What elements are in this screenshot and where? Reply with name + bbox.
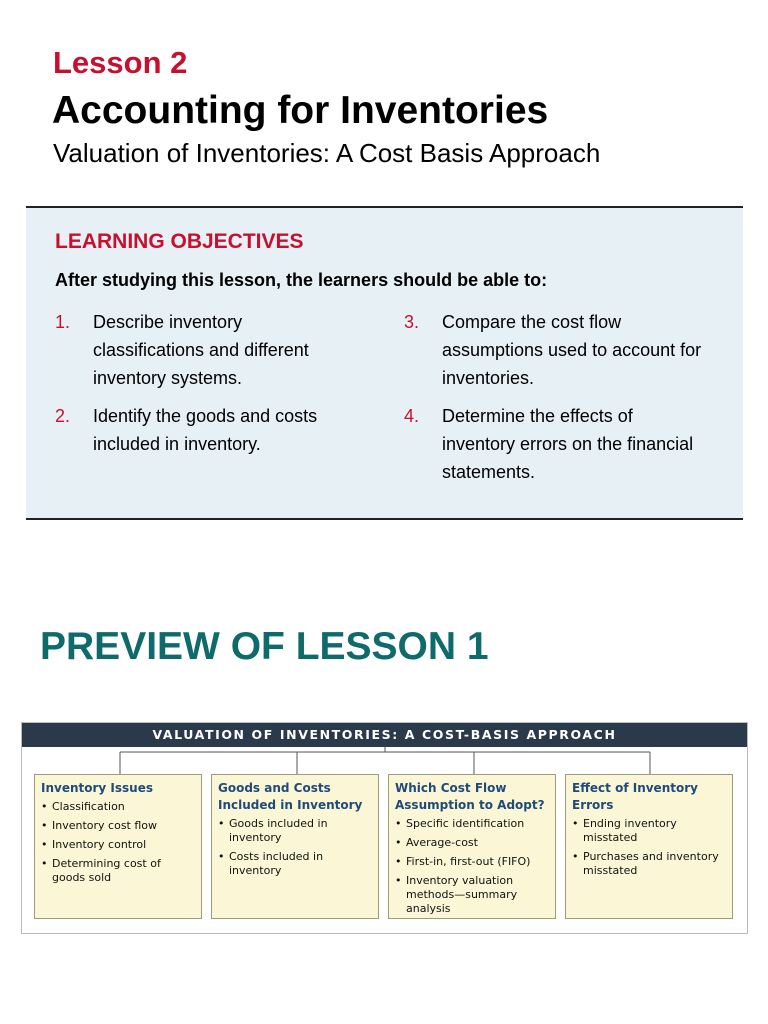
diagram-box-inventory-issues (34, 774, 202, 919)
list-item: • Classification (41, 800, 195, 814)
objective-item-2 (55, 402, 345, 458)
objective-number: 3. (404, 312, 420, 332)
diagram-box-goods-and-costs (211, 774, 379, 919)
list-item: • Average-cost (395, 836, 549, 850)
learning-objectives-panel (26, 206, 743, 520)
list-item: • Determining cost of goods sold (41, 857, 195, 885)
page-title: Accounting for Inventories (52, 89, 549, 132)
list-item: • Goods included in inventory (218, 817, 372, 845)
list-item: • Ending inventory misstated (572, 817, 726, 845)
list-item: • Inventory control (41, 838, 195, 852)
box-title: Which Cost Flow Assumption to Adopt? (395, 781, 545, 812)
page-subtitle: Valuation of Inventories: A Cost Basis Approach (53, 138, 601, 168)
lesson-number: Lesson 2 (53, 45, 188, 80)
objective-number: 2. (55, 406, 71, 426)
list-item: • Inventory cost flow (41, 819, 195, 833)
objective-text: Describe inventory classifications and different inventory systems. (93, 312, 309, 388)
objective-text: Determine the effects of inventory errors on the financial statements. (442, 406, 694, 482)
objective-item-4 (404, 402, 694, 486)
objective-text: Compare the cost flow assumptions used to account for inventories. (442, 312, 702, 388)
objective-item-3 (404, 308, 724, 392)
box-title: Effect of Inventory Errors (572, 781, 698, 812)
objectives-intro: After studying this lesson, the learners should be able to: (55, 270, 548, 290)
list-item: • Costs included in inventory (218, 850, 372, 878)
objectives-heading: LEARNING OBJECTIVES (55, 230, 304, 253)
preview-title: PREVIEW OF LESSON 1 (40, 625, 489, 668)
objective-item-1 (55, 308, 345, 392)
objective-number: 4. (404, 406, 420, 426)
list-item: • Inventory valuation methods—summary analysis (395, 874, 549, 916)
box-title: Goods and Costs Included in Inventory (218, 781, 363, 812)
list-item: • Specific identification (395, 817, 549, 831)
diagram-header: VALUATION OF INVENTORIES: A COST-BASIS APPROACH (22, 723, 747, 747)
list-item: • Purchases and inventory misstated (572, 850, 726, 878)
box-title: Inventory Issues (41, 781, 153, 795)
objective-number: 1. (55, 312, 71, 332)
list-item: • First-in, first-out (FIFO) (395, 855, 549, 869)
lesson-overview-diagram (21, 722, 748, 934)
objective-text: Identify the goods and costs included in inventory. (93, 406, 318, 454)
diagram-box-cost-flow (388, 774, 556, 919)
diagram-box-inventory-errors (565, 774, 733, 919)
